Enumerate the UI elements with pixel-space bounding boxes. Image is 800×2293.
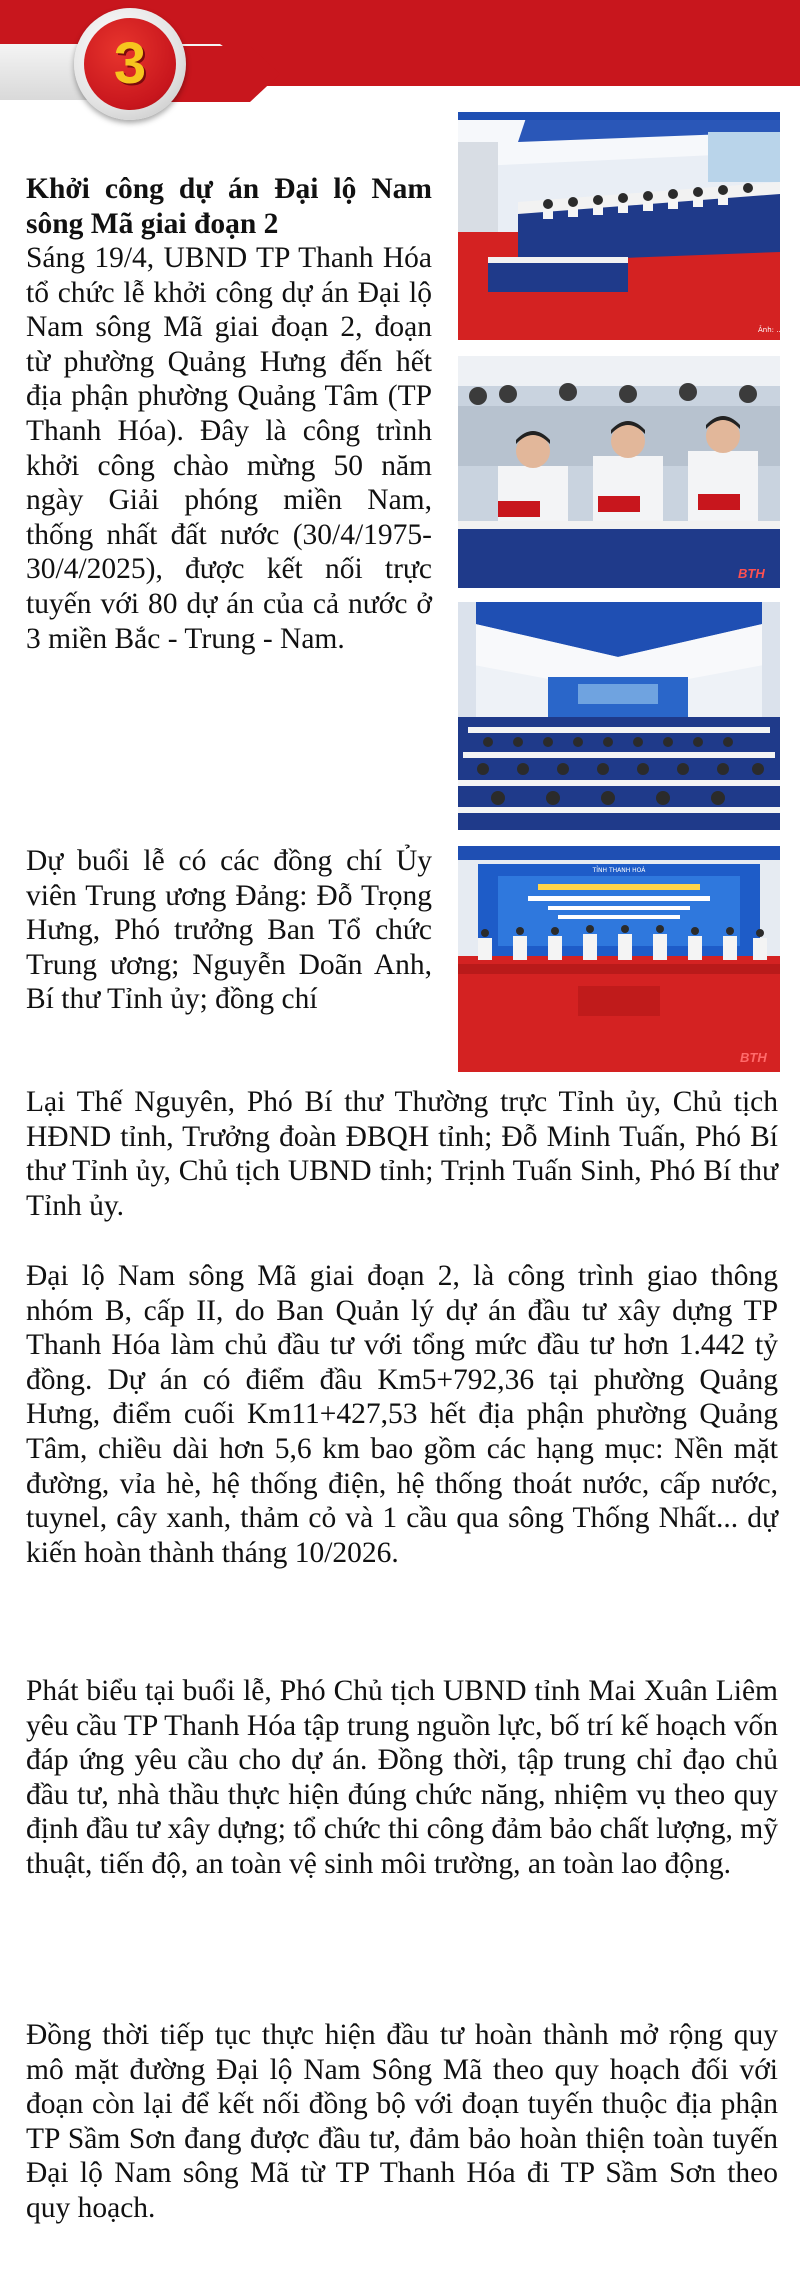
photo-banner-org: TỈNH THANH HOÁ: [592, 867, 646, 874]
photo-audience-tent: [458, 602, 780, 830]
section-number: 3: [113, 31, 147, 96]
article-paragraph-2-wide: Lại Thế Nguyên, Phó Bí thư Thường trực Tỉnh ủy, Chủ tịch HĐND tỉnh, Trưởng đoàn ĐBQH tỉnh; Đỗ Minh Tuấn, Phó Bí thư Tỉnh ủy, Chủ tịch UBND tỉnh; Trịnh Tuấn Sinh, Phó Bí thư Tỉnh ủy.: [26, 1086, 778, 1222]
svg-text:Ảnh: ...: Ảnh: ...: [758, 326, 783, 334]
article-paragraph-2-narrow: Dự buổi lễ có các đồng chí Ủy viên Trung ương Đảng: Đỗ Trọng Hưng, Phó trưởng Ban Tổ chức Trung ương; Nguyễn Doãn Anh, Bí thư Tỉnh ủy; đồng chí: [26, 845, 432, 1016]
article-paragraph-5: Đồng thời tiếp tục thực hiện đầu tư hoàn thành mở rộng quy mô mặt đường Đại lộ Nam Sông Mã theo quy hoạch đối với đoạn còn lại để kết nối đồng bộ với đoạn tuyến thuộc địa phận TP Sầm Sơn đang được đầu tư, đảm bảo hoàn thiện toàn tuyến Đại lộ Nam sông Mã từ TP Thanh Hóa đi TP Sầm Sơn theo quy hoạch.: [26, 2019, 778, 2224]
photo-watermark: BTH: [738, 566, 765, 581]
photo-watermark-2: BTH: [740, 1050, 767, 1065]
article-paragraph-4: Phát biểu tại buổi lễ, Phó Chủ tịch UBND tỉnh Mai Xuân Liêm yêu cầu TP Thanh Hóa tập trung nguồn lực, bố trí kế hoạch vốn đáp ứng yêu cầu cho dự án. Đồng thời, tập trung chỉ đạo chủ đầu tư, nhà thầu thực hiện đúng chức năng, nhiệm vụ theo quy định đầu tư xây dựng; tổ chức thi công đảm bảo chất lượng, mỹ thuật, tiến độ, an toàn vệ sinh môi trường, an toàn lao động.: [26, 1675, 778, 1880]
section-number-badge: [74, 8, 186, 120]
section-number-badge-inner: [84, 18, 176, 110]
article-paragraph-1: Sáng 19/4, UBND TP Thanh Hóa tổ chức lễ khởi công dự án Đại lộ Nam sông Mã giai đoạn 2, đoạn từ phường Quảng Hưng đến hết địa phận phường Quảng Tâm (TP Thanh Hóa). Đây là công trình khởi công chào mừng 50 năm ngày Giải phóng miền Nam, thống nhất đất nước (30/4/1975-30/4/2025), được kết nối trực tuyến với 80 dự án của cả nước ở 3 miền Bắc - Trung - Nam.: [26, 242, 432, 655]
photo-leaders-seated: [458, 356, 780, 588]
article-paragraph-3: Đại lộ Nam sông Mã giai đoạn 2, là công trình giao thông nhóm B, cấp II, do Ban Quản lý dự án đầu tư xây dựng TP Thanh Hóa làm chủ đầu tư với tổng mức đầu tư hơn 1.442 tỷ đồng. Dự án có điểm đầu Km5+792,36 tại phường Quảng Hưng, điểm cuối Km11+427,53 hết địa phận phường Quảng Tâm, chiều dài hơn 5,6 km bao gồm các hạng mục: Nền mặt đường, vỉa hè, hệ thống điện, hệ thống thoát nước, cấp nước, tuynel, cây xanh, thảm cỏ và 1 cầu qua sông Thống Nhất... dự kiến hoàn thành tháng 10/2026.: [26, 1260, 778, 1569]
photo-ceremony-wide-view: [458, 112, 783, 340]
article-title: Khởi công dự án Đại lộ Nam sông Mã giai đoạn 2: [26, 173, 432, 240]
photo-ceremony-stage: [458, 846, 780, 1072]
section-header: [0, 0, 800, 120]
